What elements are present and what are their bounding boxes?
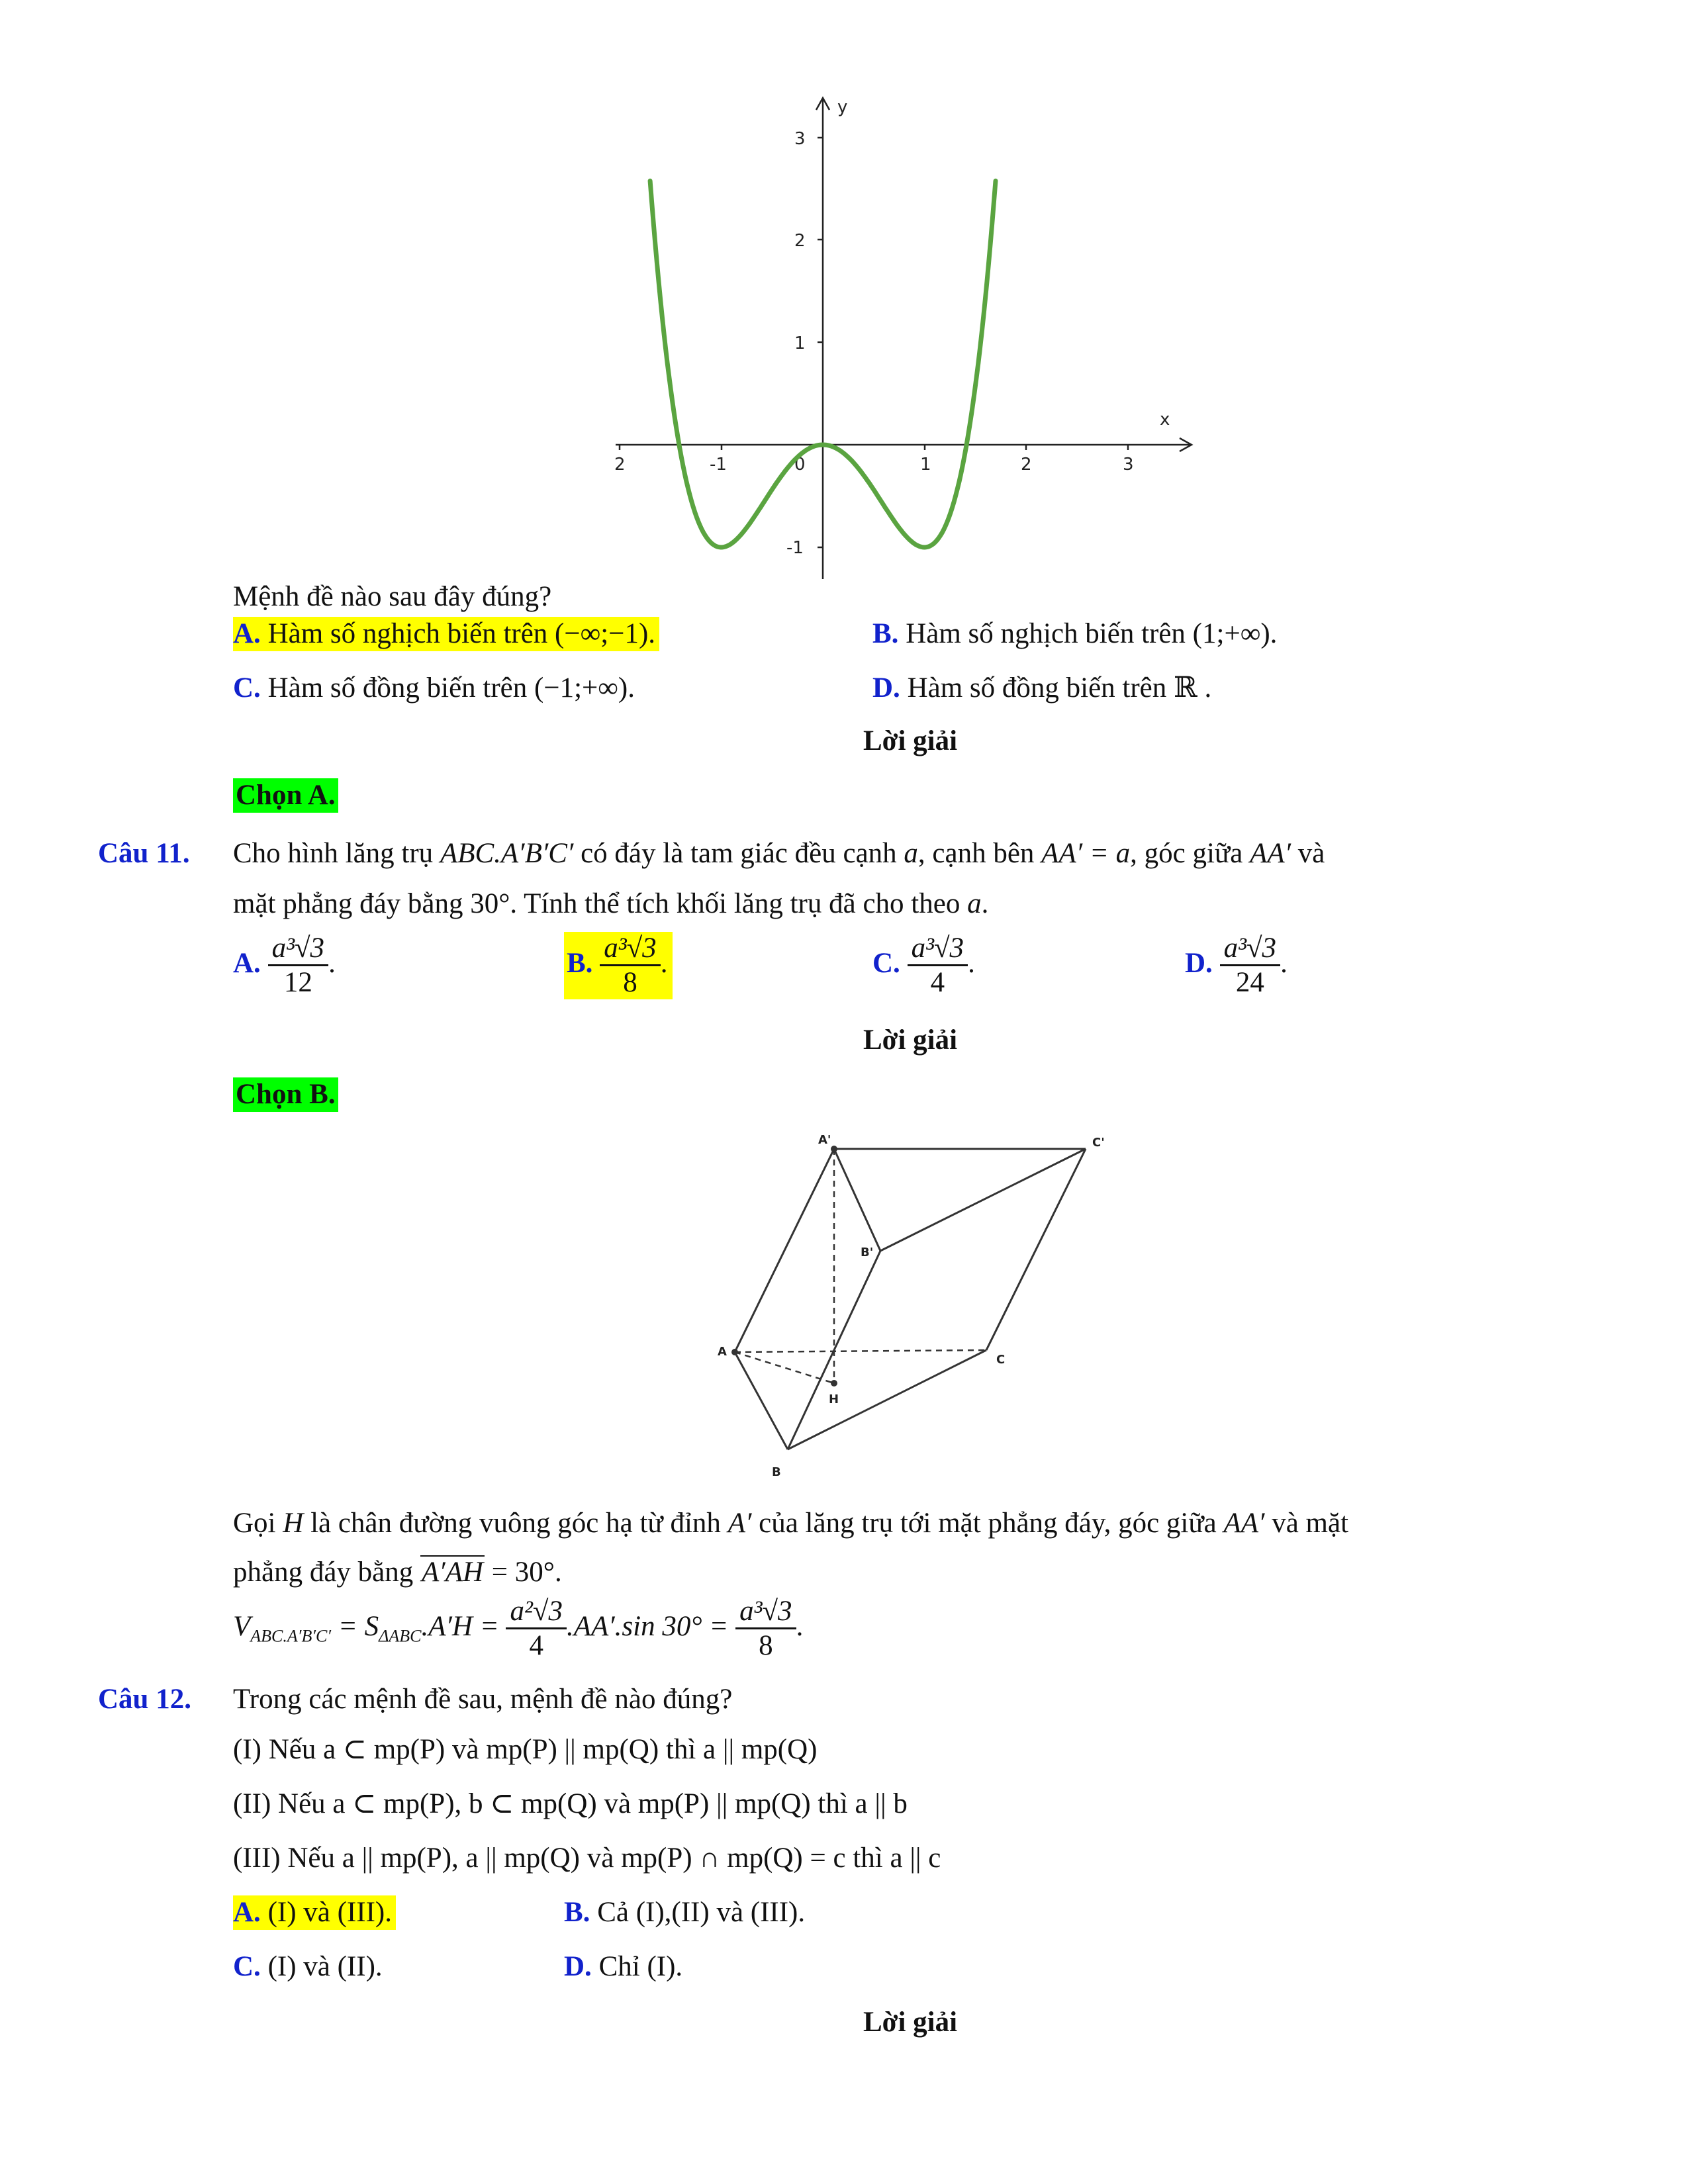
- q12-option-c-label: C.: [233, 1951, 261, 1982]
- label-C: C: [996, 1353, 1006, 1367]
- q10-option-b-label: B.: [872, 618, 899, 649]
- label-H: H: [829, 1392, 839, 1406]
- q12-statement-3: (III) Nếu a || mp(P), a || mp(Q) và mp(P) ∩ mp(Q) = c thì a || c: [233, 1843, 941, 1874]
- q10-option-d-text: Hàm số đồng biến trên ℝ .: [907, 672, 1212, 704]
- q12-option-a-text: (I) và (III).: [267, 1897, 392, 1928]
- q12-option-b[interactable]: [564, 1895, 805, 1930]
- x-tick-neg2: 2: [614, 455, 626, 475]
- q10-option-a-label: A.: [233, 618, 261, 649]
- x-tick-1: 1: [920, 455, 931, 475]
- label-C-prime: C': [1092, 1136, 1105, 1150]
- q12-statement-2: (II) Nếu a ⊂ mp(P), b ⊂ mp(Q) và mp(P) || mp(Q) thì a || b: [233, 1788, 908, 1819]
- y-axis-label: y: [837, 97, 848, 117]
- q11-option-d-label: D.: [1185, 947, 1213, 979]
- q12-option-a-label: A.: [233, 1897, 261, 1928]
- x-tick-neg1: -1: [710, 455, 727, 475]
- q10-option-a[interactable]: [233, 617, 659, 651]
- y-tick-3: 3: [794, 129, 806, 149]
- q11-solution-heading: Lời giải: [863, 1024, 958, 1056]
- q12-option-d[interactable]: [564, 1950, 682, 1984]
- q10-choice: Chọn A.: [233, 778, 338, 813]
- q12-option-c-text: (I) và (II).: [267, 1951, 383, 1982]
- y-tick-1: 1: [794, 334, 806, 353]
- q11-option-c-label: C.: [872, 947, 900, 979]
- q10-question: Mệnh đề nào sau đây đúng?: [233, 581, 552, 612]
- q11-volume-formula: $V_{ABC.A'B'C'} = S_{\Delta ABC}.A'H$ = $\frac{\text{a²√3}}{4}$ .AA′.sin 30° = $\frac{\text{a³√3}}{8}$ .: [233, 1596, 804, 1662]
- q12-option-d-text: Chỉ (I).: [598, 1951, 683, 1982]
- q10-option-d-label: D.: [872, 672, 900, 704]
- q11-option-b-label: B.: [567, 947, 593, 979]
- q11-option-d[interactable]: D. $\frac{\text{a³√3}}{24}$ .: [1185, 933, 1288, 999]
- q12-option-d-label: D.: [564, 1951, 592, 1982]
- q11-option-a-label: A.: [233, 947, 261, 979]
- label-B: B: [772, 1465, 781, 1479]
- q12-option-b-label: B.: [564, 1897, 590, 1928]
- prism-figure: [702, 1125, 1125, 1496]
- q10-option-b-text: Hàm số nghịch biến trên (1;+∞).: [906, 618, 1278, 649]
- q10-option-c[interactable]: [233, 671, 635, 705]
- label-B-prime: B': [861, 1246, 874, 1259]
- y-tick-2: 2: [794, 231, 806, 251]
- y-tick-neg1: -1: [786, 538, 804, 558]
- q11-explanation-line1: Gọi H là chân đường vuông góc hạ từ đỉnh A′ của lăng trụ tới mặt phẳng đáy, góc giữa AA′ và mặt: [233, 1508, 1349, 1539]
- q10-option-c-text: Hàm số đồng biến trên (−1;+∞).: [267, 672, 635, 704]
- q11-explanation-line2: phẳng đáy bằng A′AH = 30°.: [233, 1557, 562, 1588]
- q11-option-b[interactable]: B. $\frac{\text{a³√3}}{8}$ .: [564, 932, 673, 999]
- q12-question: Trong các mệnh đề sau, mệnh đề nào đúng?: [233, 1684, 733, 1715]
- x-tick-0: 0: [794, 455, 806, 475]
- q11-number: Câu 11.: [98, 838, 190, 869]
- label-A: A: [718, 1345, 727, 1359]
- q10-option-d[interactable]: [872, 671, 1211, 705]
- q11-option-c[interactable]: C. $\frac{\text{a³√3}}{4}$ .: [872, 933, 975, 999]
- x-tick-3: 3: [1123, 455, 1134, 475]
- function-graph: [596, 86, 1218, 589]
- q12-statement-1: (I) Nếu a ⊂ mp(P) và mp(P) || mp(Q) thì a || mp(Q): [233, 1734, 818, 1765]
- q10-option-b[interactable]: [872, 617, 1277, 651]
- label-A-prime: A': [818, 1133, 831, 1147]
- q11-line2: mặt phẳng đáy bằng 30°. Tính thể tích khối lăng trụ đã cho theo a.: [233, 888, 989, 919]
- angle-AAH: A′AH: [422, 1557, 484, 1588]
- q12-option-c[interactable]: [233, 1950, 383, 1984]
- x-tick-2: 2: [1021, 455, 1032, 475]
- q11-option-a[interactable]: A. $\frac{\text{a³√3}}{12}$ .: [233, 933, 336, 999]
- x-axis-label: x: [1160, 410, 1170, 430]
- q12-option-b-text: Cả (I),(II) và (III).: [597, 1897, 806, 1928]
- q11-line1: Cho hình lăng trụ ABC.A′B′C′ có đáy là tam giác đều cạnh a, cạnh bên AA′ = a, góc giữa AA′ và: [233, 838, 1325, 869]
- q12-solution-heading: Lời giải: [863, 2007, 958, 2038]
- q10-option-a-text: Hàm số nghịch biến trên (−∞;−1).: [267, 618, 656, 649]
- q12-number: Câu 12.: [98, 1684, 191, 1715]
- q10-solution-heading: Lời giải: [863, 725, 958, 756]
- q12-option-a[interactable]: [233, 1895, 396, 1930]
- q11-choice: Chọn B.: [233, 1077, 338, 1112]
- q10-option-c-label: C.: [233, 672, 261, 704]
